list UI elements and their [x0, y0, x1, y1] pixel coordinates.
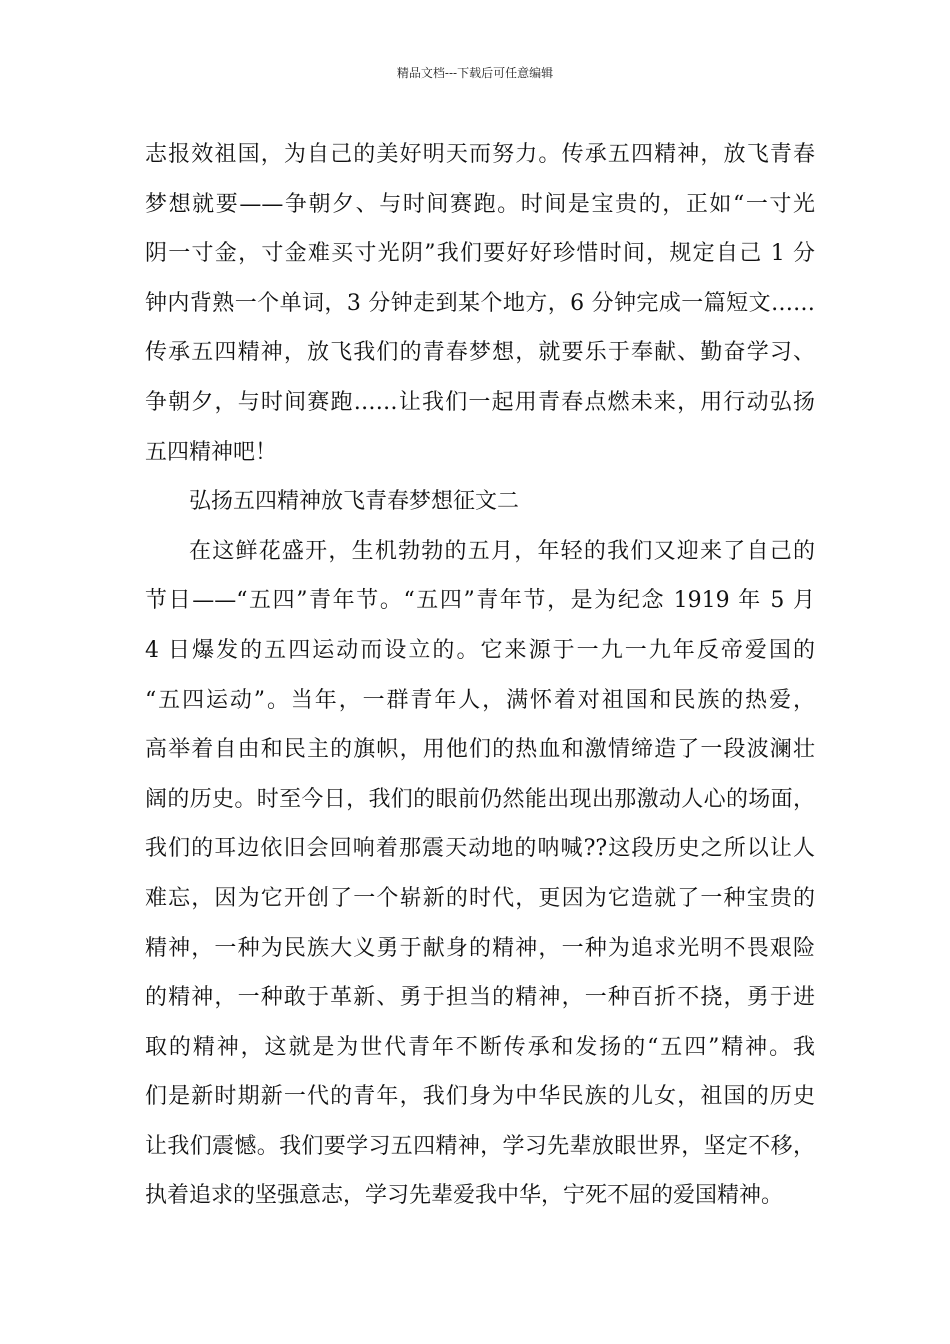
paragraph-first-line: 在这鲜花盛开，生机勃勃的五月，年轻的我们又迎来了自己的 [189, 538, 815, 564]
text-line: “五四运动”。当年，一群青年人，满怀着对祖国和民族的热爱， [145, 687, 815, 713]
text-line: 阴一寸金，寸金难买寸光阴”我们要好好珍惜时间，规定自己 1 分 [145, 241, 815, 267]
text-line: 志报效祖国，为自己的美好明天而努力。传承五四精神，放飞青春 [145, 142, 815, 167]
text-line: 阔的历史。时至今日，我们的眼前仍然能出现出那激动人心的场面， [145, 786, 815, 812]
text-line: 难忘，因为它开创了一个崭新的时代，更因为它造就了一种宝贵的 [145, 885, 815, 911]
text-line: 们是新时期新一代的青年，我们身为中华民族的儿女，祖国的历史 [145, 1084, 815, 1110]
paragraph-last-line: 五四精神吧！ [145, 439, 278, 465]
text-line: 节日——“五四”青年节。“五四”青年节，是为纪念 1919 年 5 月 [145, 588, 815, 614]
text-line: 执着追求的坚强意志，学习先辈爱我中华，宁死不屈的爱国精神。 [145, 1183, 784, 1209]
text-line: 精神，一种为民族大义勇于献身的精神，一种为追求光明不畏艰险 [145, 935, 815, 961]
text-line: 我们的耳边依旧会回响着那震天动地的呐喊??这段历史之所以让人 [145, 836, 815, 862]
text-line: 让我们震憾。我们要学习五四精神，学习先辈放眼世界，坚定不移， [145, 1133, 815, 1159]
page-header: 精品文档---下载后可任意编辑 [396, 66, 554, 80]
text-line: 梦想就要——争朝夕、与时间赛跑。时间是宝贵的，正如“一寸光 [145, 191, 815, 217]
text-line: 取的精神，这就是为世代青年不断传承和发扬的“五四”精神。我 [145, 1034, 815, 1060]
text-line: 4 日爆发的五四运动而设立的。它来源于一九一九年反帝爱国的 [145, 637, 815, 663]
text-line: 的精神，一种敢于革新、勇于担当的精神，一种百折不挠，勇于进 [145, 985, 815, 1011]
text-line: 高举着自由和民主的旗帜，用他们的热血和激情缔造了一段波澜壮 [145, 737, 815, 763]
text-line: 传承五四精神，放飞我们的青春梦想，就要乐于奉献、勤奋学习、 [145, 340, 815, 366]
text-line: 争朝夕，与时间赛跑……让我们一起用青春点燃未来，用行动弘扬 [145, 389, 815, 415]
text-line: 钟内背熟一个单词，3 分钟走到某个地方，6 分钟完成一篇短文…… [145, 290, 815, 316]
section-title: 弘扬五四精神放飞青春梦想征文二 [189, 489, 520, 515]
document-body [145, 130, 815, 1221]
